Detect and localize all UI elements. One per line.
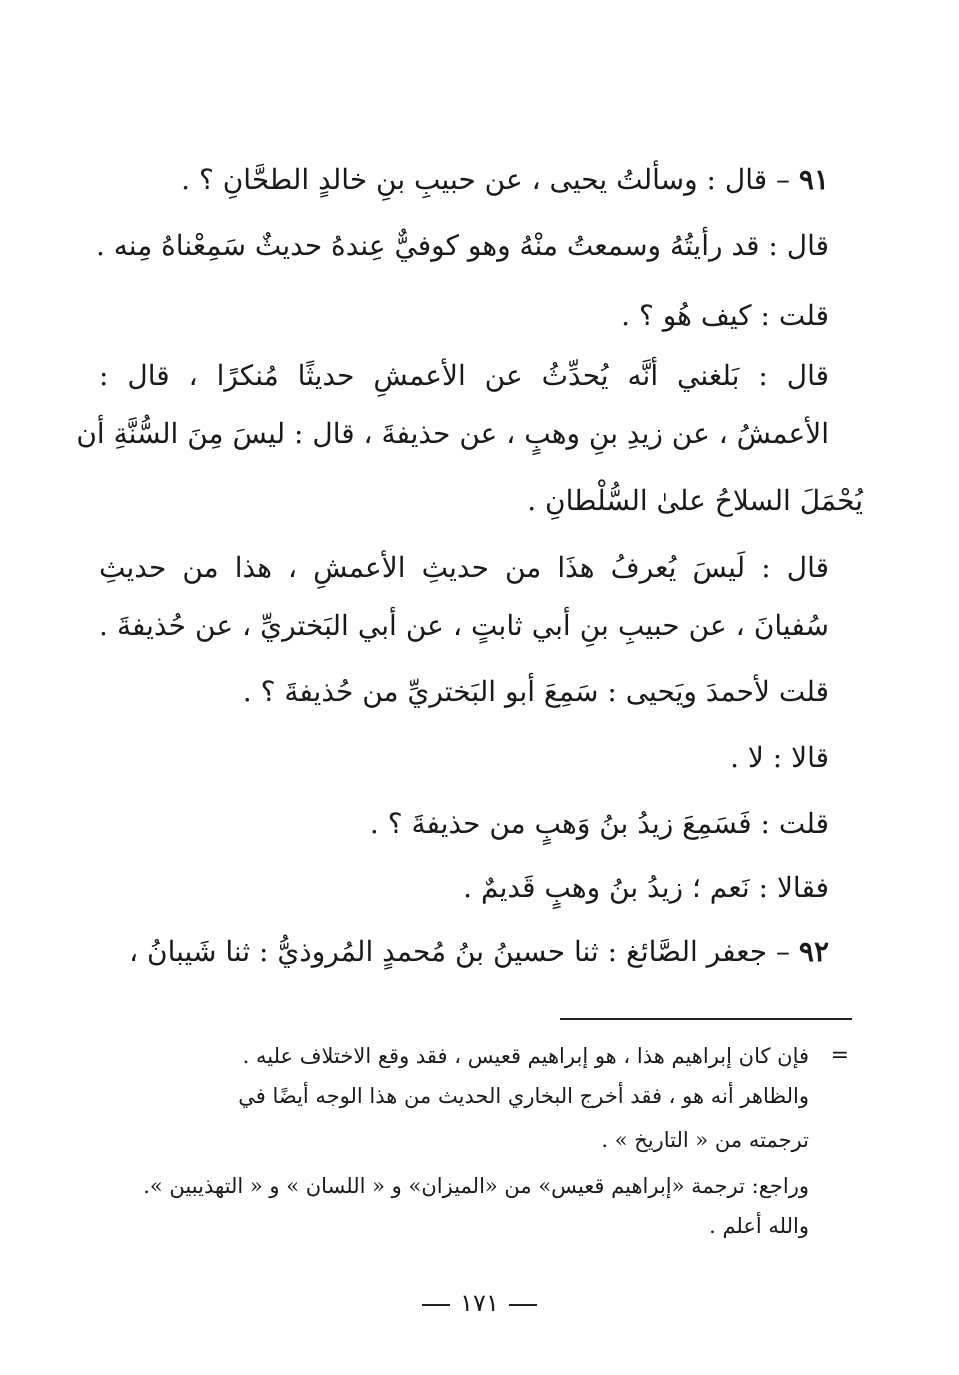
paragraph-91-text: – قال : وسألتُ يحيى ، عن حبيبِ بنِ خالدٍ الطحَّانِ ؟ . <box>181 163 791 196</box>
footnote-continuation-marker: = <box>830 1043 849 1068</box>
paragraph-92-text: – جعفر الصَّائغ : ثنا حسينُ بنُ مُحمدٍ المُروذيُّ : ثنا شَيبانُ ، <box>129 935 791 968</box>
page-number-dash-left <box>422 1304 450 1306</box>
text-line-9: قلت لأحمدَ ويَحيى : سَمِعَ أبو البَختريِّ من حُذيفةَ ؟ . <box>242 675 829 708</box>
text-line-3: قلت : كيف هُو ؟ . <box>621 299 829 332</box>
footnote-line-2: والظاهر أنه هو ، فقد أخرج البخاري الحديث من هذا الوجه أيضًا في <box>238 1084 809 1108</box>
page-number-value: ١٧١ <box>460 1289 499 1317</box>
footnote-line-1: فإن كان إبراهيم هذا ، هو إبراهيم قعيس ، فقد وقع الاختلاف عليه . <box>242 1044 809 1068</box>
page-number <box>0 1288 959 1318</box>
text-line-5: الأعمشُ ، عن زيدِ بنِ وهبٍ ، عن حذيفةَ ، قال : ليسَ مِنَ السُّنَّةِ أن <box>76 417 829 450</box>
text-line-4: قال : بَلغني أنَّه يُحدِّثُ عن الأعمشِ حديثًا مُنكرًا ، قال : <box>99 359 829 392</box>
paragraph-92-line-1 <box>129 932 829 972</box>
paragraph-91-line-1 <box>181 160 829 200</box>
entry-number-92: ٩٢ <box>798 935 829 968</box>
page-number-dash-right <box>509 1304 537 1306</box>
text-line-10: قالا : لا . <box>730 741 829 774</box>
footnote-separator <box>560 1018 852 1020</box>
text-line-11: قلت : فَسَمِعَ زيدُ بنُ وَهبٍ من حذيفةَ ؟ . <box>369 807 829 840</box>
text-line-12: فقالا : نَعم ؛ زيدُ بنُ وهبٍ قَديمٌ . <box>463 871 829 904</box>
text-line-8: سُفيانَ ، عن حبيبِ بنِ أبي ثابتٍ ، عن أبي البَختريِّ ، عن حُذيفةَ . <box>99 609 829 642</box>
text-line-7: قال : لَيسَ يُعرفُ هذَا من حديثِ الأعمشِ ، هذا من حديثِ <box>99 551 829 584</box>
footnote-line-5: والله أعلم . <box>709 1214 809 1238</box>
text-line-6: يُحْمَلَ السلاحُ علىٰ السُّلْطانِ . <box>527 484 863 517</box>
footnote-line-3: ترجمته من « التاريخ » . <box>601 1128 809 1152</box>
footnote-line-4: وراجع: ترجمة «إبراهيم قعيس» من «الميزان» و « اللسان » و « التهذيبين ». <box>143 1174 809 1198</box>
text-line-2: قال : قد رأيتُهُ وسمعتُ منْهُ وهو كوفيٌّ عِندهُ حديثٌ سَمِعْناهُ مِنه . <box>95 229 829 262</box>
entry-number-91: ٩١ <box>798 163 829 196</box>
